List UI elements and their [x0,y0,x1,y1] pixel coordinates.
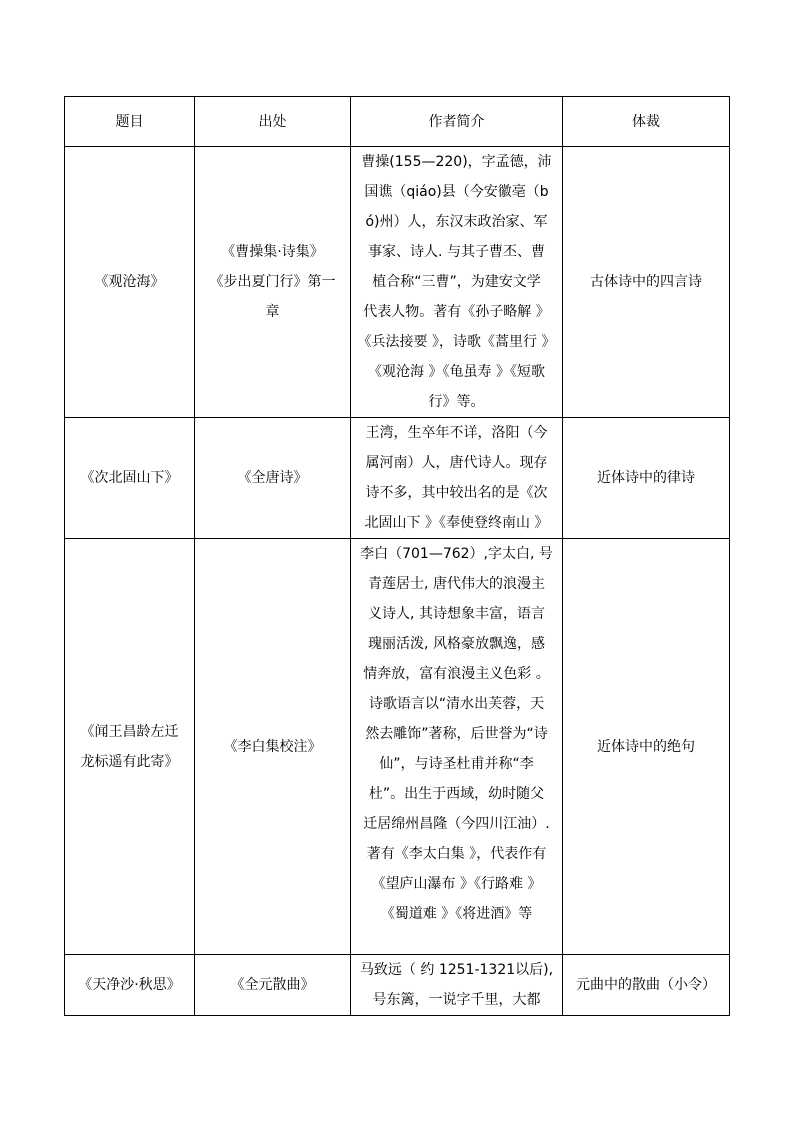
table-row [65,539,730,955]
cell-author-intro [351,147,563,418]
header-genre: 体裁 [563,97,730,147]
cell-genre [563,955,730,1016]
cell-title-text: 《天净沙·秋思》 [78,977,181,993]
cell-genre-text: 元曲中的散曲（小令） [576,977,716,993]
cell-author-intro-text: 王湾，生卒年不详，洛阳（今 属河南）人，唐代诗人。现存 诗不多，其中较出名的是《次 北固山下 》《奉使登终南山 》 [364,425,549,531]
cell-source [195,539,351,955]
cell-genre [563,147,730,418]
cell-author-intro [351,955,563,1016]
cell-author-intro-text: 马致远（ 约 1251-1321以后), 号东篱，一说字千里，大都 [359,962,554,1008]
cell-genre-text: 古体诗中的四言诗 [590,274,702,290]
cell-source-text: 《全唐诗》 [237,470,308,486]
cell-source [195,147,351,418]
cell-author-intro-text: 曹操(155—220)，字孟德，沛 国谯（qiáo)县（今安徽亳（b ó)州）人，东汉末政治家、军 事家、诗人. 与其子曹丕、曹 植合称“三曹”，为建安文学 代表人物。著有《孙子略解 》 《兵法接要 》，诗歌《蒿里行 》 《观沧海 》《龟虽寿 》《短歌 行》等。 [357,154,556,410]
cell-title [65,147,195,418]
poem-info-table [64,96,730,1016]
cell-genre-text: 近体诗中的律诗 [597,470,695,486]
cell-title-text: 《观沧海》 [94,274,165,290]
cell-title-text: 《次北固山下》 [80,470,179,486]
cell-genre [563,539,730,955]
cell-genre-text: 近体诗中的绝句 [597,738,695,755]
table-header-row [65,97,730,147]
cell-title [65,539,195,955]
cell-source [195,418,351,539]
cell-title-text: 《闻王昌龄左迁 龙标遥有此寄》 [80,723,179,770]
cell-source-text: 《全元散曲》 [230,977,315,993]
cell-title [65,418,195,539]
header-title: 题目 [65,97,195,147]
table-row [65,418,730,539]
cell-source-text: 《李白集校注》 [223,738,322,755]
cell-genre [563,418,730,539]
cell-title [65,955,195,1016]
table-row [65,955,730,1016]
cell-source [195,955,351,1016]
header-source: 出处 [195,97,351,147]
cell-source-text: 《曹操集·诗集》 《步出夏门行》第一 章 [209,244,336,320]
cell-author-intro [351,539,563,955]
cell-author-intro [351,418,563,539]
table-row [65,147,730,418]
cell-author-intro-text: 李白（701—762）,字太白, 号 青莲居士, 唐代伟大的浪漫主 义诗人, 其诗想象丰富，语言 瑰丽活泼, 风格豪放飘逸，感 情奔放，富有浪漫主义色彩 。 诗歌语言以“清水出芙蓉，天 然去雕饰”著称，后世誉为“诗 仙”，与诗圣杜甫并称“李 杜”。出生于西域，幼时随父 迁居绵州昌隆（今四川江油）. 著有《李太白集 》，代表作有 《望庐山瀑布 》《行路难 》 《蜀道难 》《将进酒》等 [360,546,553,922]
header-author-intro: 作者简介 [351,97,563,147]
